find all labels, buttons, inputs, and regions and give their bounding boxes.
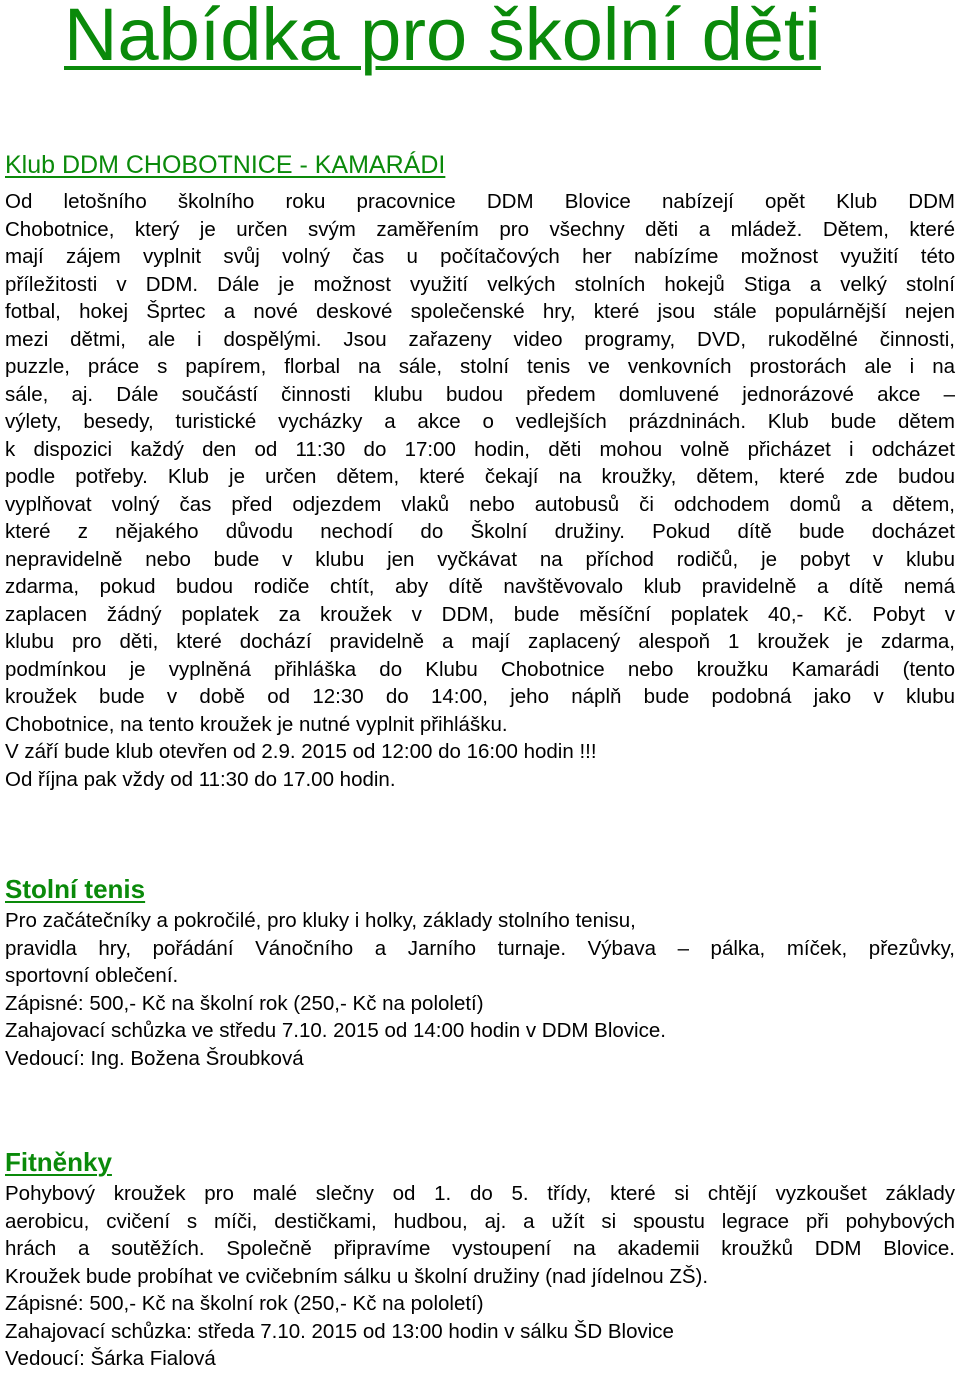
text-line: podle potřeby. Klub je určen dětem, které čekají na kroužky, dětem, které zde budou [5,465,955,488]
text-line: výlety, besedy, turistické vycházky a akce o vedlejších prázdninách. Klub bude dětem [5,410,955,433]
section-heading-klub: Klub DDM CHOBOTNICE - KAMARÁDI [5,151,446,179]
text-line: aerobicu, cvičení s míči, destičkami, hudbou, aj. a užít si spoustu legrace při pohybových [5,1209,955,1233]
page-title: Nabídka pro školní děti [64,0,821,76]
text-line: kroužek bude v době od 12:30 do 14:00, jeho náplň bude podobná jako v klubu [5,685,955,708]
text-line: zaplacen žádný poplatek za kroužek v DDM, bude měsíční poplatek 40,- Kč. Pobyt v [5,602,955,626]
text-line: klubu pro děti, které dochází pravidelně a mají zaplacený alespoň 1 kroužek je zdarma, [5,630,955,653]
text-line: vyplňovat volný čas před odjezdem vlaků nebo autobusů či odchodem domů a dětem, [5,492,955,516]
leader-info: Vedoucí: Ing. Božena Šroubková [5,1046,304,1070]
section-heading-fitnenky: Fitněnky [5,1147,112,1177]
text-line: pravidla hry, pořádání Vánočního a Jarního turnaje. Výbava – pálka, míček, přezůvky, [5,936,955,960]
text-line: fotbal, hokej Šprtec a nové deskové společenské hry, které jsou stále populárnější nejen [5,300,955,323]
text-line: sále, aj. Dále součástí činnosti klubu budou předem domluvené jednorázové akce – [5,382,955,406]
text-line: sportovní oblečení. [5,964,179,987]
text-line: k dispozici každý den od 11:30 do 17:00 hodin, děti mohou volně přicházet i odcházet [5,437,955,461]
fee-info: Zápisné: 500,- Kč na školní rok (250,- Kč na pololetí) [5,1292,484,1315]
opening-info: Od října pak vždy od 11:30 do 17.00 hodin. [5,767,396,791]
meeting-info: Zahajovací schůzka: středa 7.10. 2015 od 13:00 hodin v sálku ŠD Blovice [5,1319,674,1343]
leader-info: Vedoucí: Šárka Fialová [5,1347,216,1370]
text-line: hrách a soutěžích. Společně připravíme vystoupení na akademii kroužků DDM Blovice. [5,1237,955,1260]
text-line: podmínkou je vyplněná přihláška do Klubu Chobotnice nebo kroužku Kamarádi (tento [5,657,955,681]
tenis-paragraph [5,907,955,1072]
section-heading-tenis: Stolní tenis [5,874,146,904]
text-line: které z nějakého důvodu nechodí do Školní družiny. Pokud dítě bude docházet [5,520,955,543]
text-line: Pro začátečníky a pokročilé, pro kluky i holky, základy stolního tenisu, [5,909,636,932]
text-line: Chobotnice, na tento kroužek je nutné vyplnit přihlášku. [5,712,508,736]
meeting-info: Zahajovací schůzka ve středu 7.10. 2015 od 14:00 hodin v DDM Blovice. [5,1019,666,1042]
text-line: mají zájem vyplnit svůj volný čas u počítačových her nabízíme možnost využití této [5,245,955,268]
text-line: puzzle, práce s papírem, florbal na sále, stolní tenis ve venkovních prostorách ale i na [5,355,955,378]
fee-info: Zápisné: 500,- Kč na školní rok (250,- Kč na pololetí) [5,991,484,1015]
text-line: příležitosti v DDM. Dále je možnost využití velkých stolních hokejů Stiga a velký stolní [5,272,955,296]
text-line: Chobotnice, který je určen svým zaměřením pro všechny děti a mládež. Dětem, které [5,217,955,241]
text-line: Kroužek bude probíhat ve cvičebním sálku u školní družiny (nad jídelnou ZŠ). [5,1264,709,1288]
text-line: Pohybový kroužek pro malé slečny od 1. do 5. třídy, které si chtějí vyzkoušet základy [5,1182,955,1205]
text-line: zdarma, pokud budou rodiče chtít, aby dítě navštěvovalo klub pravidelně a dítě nemá [5,575,955,598]
text-line: mezi dětmi, ale i dospělými. Jsou zařazeny video programy, DVD, rukodělné činnosti, [5,327,955,351]
text-line: nepravidelně nebo bude v klubu jen vyčkávat na příchod rodičů, je pobyt v klubu [5,547,955,571]
opening-info: V září bude klub otevřen od 2.9. 2015 od 12:00 do 16:00 hodin !!! [5,740,597,763]
fitnenky-paragraph [5,1180,955,1373]
klub-paragraph [5,188,955,793]
text-line: Od letošního školního roku pracovnice DDM Blovice nabízejí opět Klub DDM [5,190,955,213]
